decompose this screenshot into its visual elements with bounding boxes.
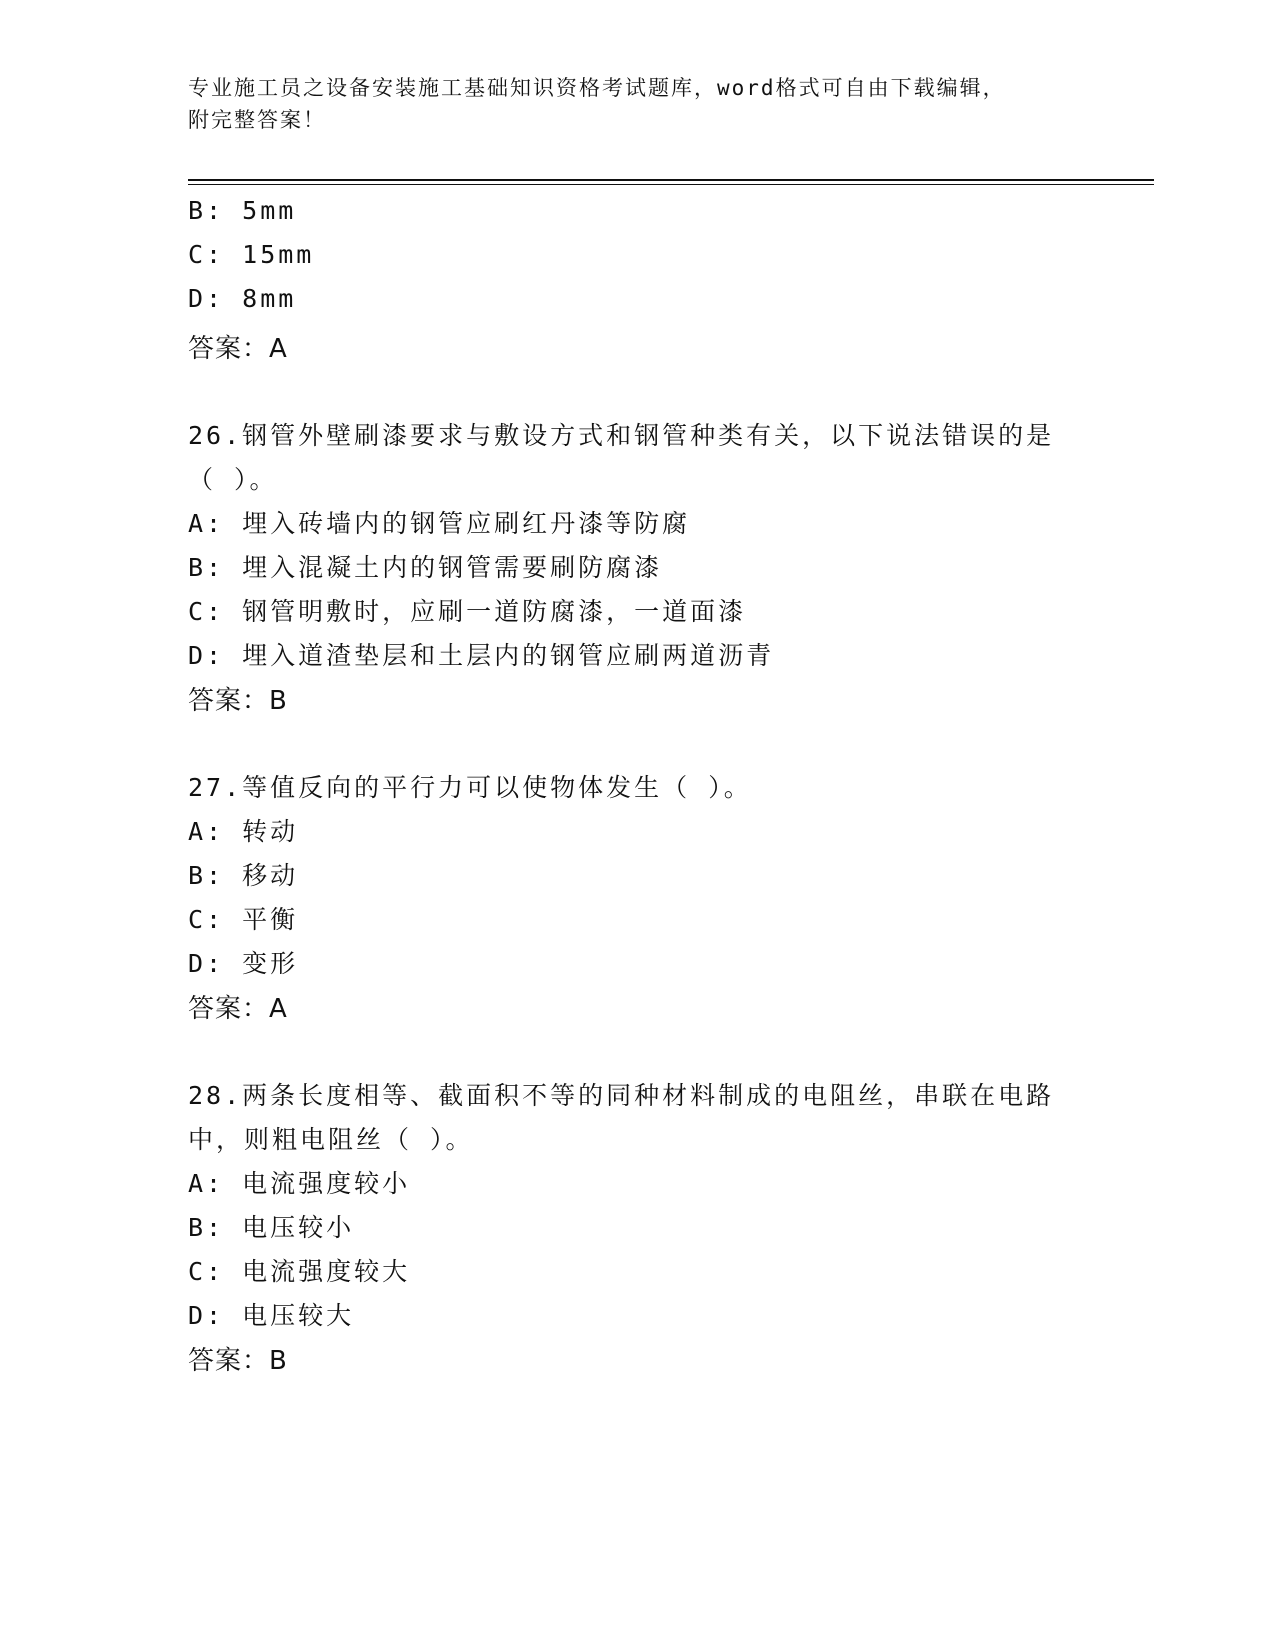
q26-stem-line-2: （ ）。: [188, 465, 278, 494]
q26-option-a: A: 埋入砖墙内的钢管应刷红丹漆等防腐: [188, 509, 691, 538]
q28-stem-line-1: 28.两条长度相等、截面积不等的同种材料制成的电阻丝，串联在电路: [188, 1081, 1055, 1110]
q25-answer: 答案：A: [188, 334, 288, 364]
header-line-2: 附完整答案！: [188, 108, 326, 132]
q28-option-a: A: 电流强度较小: [188, 1169, 411, 1198]
header-divider-thin: [188, 184, 1154, 185]
q28-option-c: C: 电流强度较大: [188, 1257, 411, 1286]
q27-option-b: B: 移动: [188, 861, 299, 890]
q26-option-c: C: 钢管明敷时，应刷一道防腐漆，一道面漆: [188, 597, 747, 626]
header-line-1: 专业施工员之设备安装施工基础知识资格考试题库，word格式可自由下载编辑，: [188, 76, 1006, 100]
q26-option-b: B: 埋入混凝土内的钢管需要刷防腐漆: [188, 553, 663, 582]
q26-answer: 答案：B: [188, 686, 288, 716]
q27-option-d: D: 变形: [188, 949, 299, 978]
q28-option-b: B: 电压较小: [188, 1213, 355, 1242]
q27-option-a: A: 转动: [188, 817, 299, 846]
q26-option-d: D: 埋入道渣垫层和土层内的钢管应刷两道沥青: [188, 641, 775, 670]
q25-option-c: C: 15mm: [188, 240, 315, 269]
q25-option-d: D: 8mm: [188, 284, 297, 313]
q27-answer: 答案：A: [188, 994, 288, 1024]
q26-stem-line-1: 26.钢管外壁刷漆要求与敷设方式和钢管种类有关，以下说法错误的是: [188, 421, 1055, 450]
header-divider-thick: [188, 179, 1154, 181]
q27-option-c: C: 平衡: [188, 905, 299, 934]
q25-option-b: B: 5mm: [188, 196, 297, 225]
q28-option-d: D: 电压较大: [188, 1301, 355, 1330]
q28-stem-line-2: 中，则粗电阻丝（ ）。: [188, 1125, 474, 1154]
q28-answer: 答案：B: [188, 1346, 288, 1376]
document-header: [188, 72, 1088, 136]
q27-stem-line-1: 27.等值反向的平行力可以使物体发生（ ）。: [188, 773, 752, 802]
